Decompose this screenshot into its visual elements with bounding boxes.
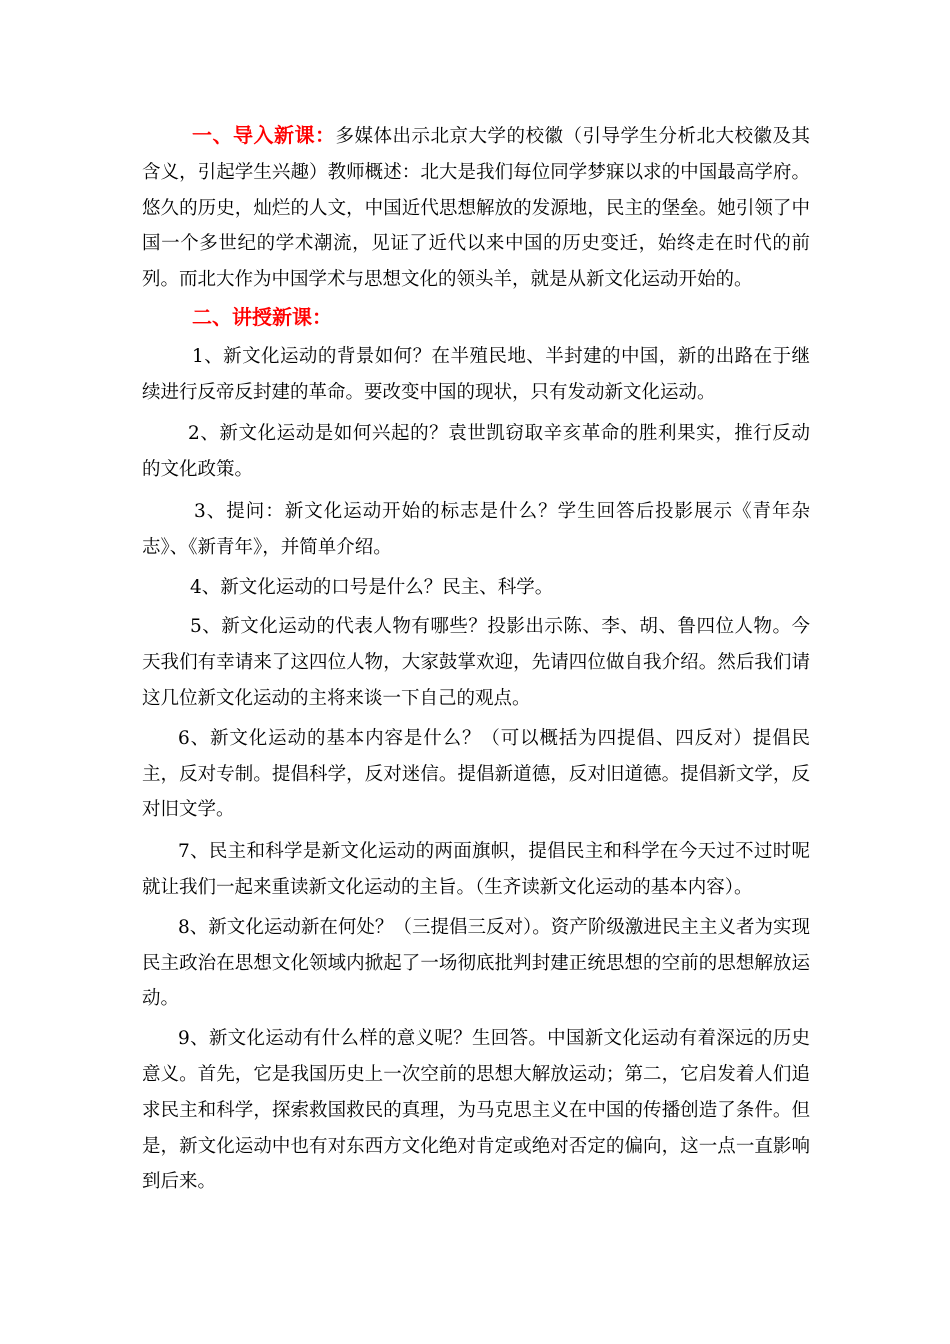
list-item-3: 3、提问：新文化运动开始的标志是什么？学生回答后投影展示《青年杂志》、《新青年》，并简单介绍。 xyxy=(142,500,810,558)
list-item-8: 8、新文化运动新在何处？（三提倡三反对）。资产阶级激进民主主义者为实现民主政治在思想文化领域内掀起了一场彻底批判封建正统思想的空前的思想解放运动。 xyxy=(142,916,810,1010)
intro-heading: 一、导入新课： xyxy=(192,123,336,147)
section-two-heading: 二、讲授新课： xyxy=(192,304,332,329)
list-item-7: 7、民主和科学是新文化运动的两面旗帜，提倡民主和科学在今天过不过时呢就让我们一起来重读新文化运动的主旨。（生齐读新文化运动的基本内容）。 xyxy=(142,841,810,898)
section-two-heading-line xyxy=(142,300,810,337)
intro-paragraph xyxy=(142,118,810,298)
intro-text: 多媒体出示北京大学的校徽（引导学生分析北大校徽及其含义，引起学生兴趣）教师概述：北大是我们每位同学梦寐以求的中国最高学府。悠久的历史，灿烂的人文，中国近代思想解放的发源地，民主的堡垒。她引领了中国一个多世纪的学术潮流，见证了近代以来中国的历史变迁，始终走在时代的前列。而北大作为中国学术与思想文化的领头羊，就是从新文化运动开始的。 xyxy=(142,126,810,291)
document-body xyxy=(142,118,810,1200)
list-item-6: 6、新文化运动的基本内容是什么？（可以概括为四提倡、四反对）提倡民主，反对专制。提倡科学，反对迷信。提倡新道德，反对旧道德。提倡新文学，反对旧文学。 xyxy=(142,727,810,821)
list-item-1: 1、新文化运动的背景如何？在半殖民地、半封建的中国，新的出路在于继续进行反帝反封建的革命。要改变中国的现状，只有发动新文化运动。 xyxy=(142,345,810,403)
list-item-4: 4、新文化运动的口号是什么？民主、科学。 xyxy=(190,576,554,598)
list-item-5: 5、新文化运动的代表人物有哪些？投影出示陈、李、胡、鲁四位人物。今天我们有幸请来了这四位人物，大家鼓掌欢迎，先请四位做自我介绍。然后我们请这几位新文化运动的主将来谈一下自己的观点。 xyxy=(142,616,810,709)
list-item-2: 2、新文化运动是如何兴起的？袁世凯窃取辛亥革命的胜利果实，推行反动的文化政策。 xyxy=(142,423,810,481)
list-item-9: 9、新文化运动有什么样的意义呢？生回答。中国新文化运动有着深远的历史意义。首先，它是我国历史上一次空前的思想大解放运动；第二，它启发着人们追求民主和科学，探索救国救民的真理，为马克思主义在中国的传播创造了条件。但是，新文化运动中也有对东西方文化绝对肯定或绝对否定的偏向，这一点一直影响到后来。 xyxy=(142,1028,810,1193)
